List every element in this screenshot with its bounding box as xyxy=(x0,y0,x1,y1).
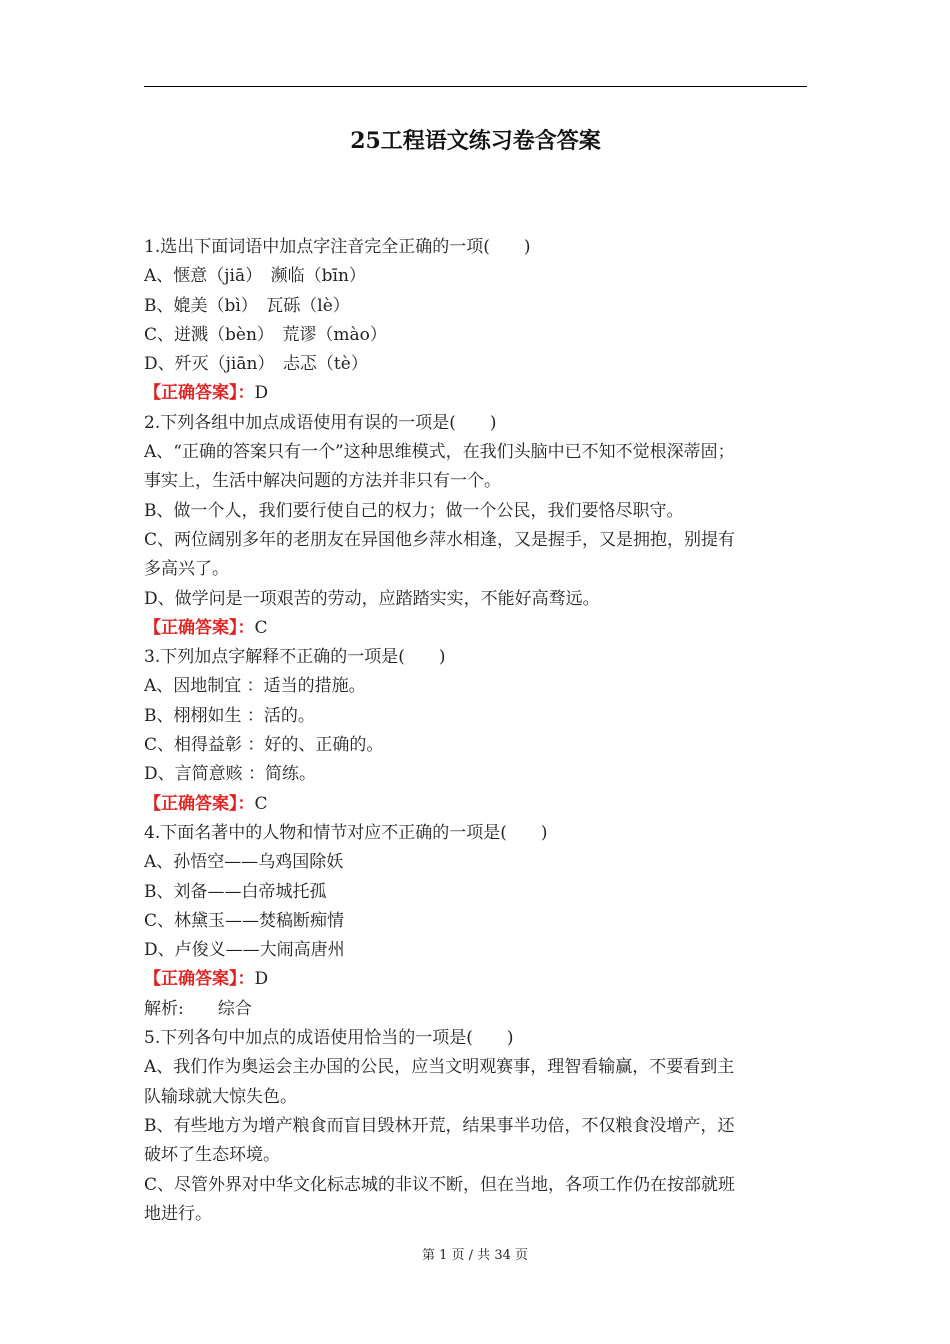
question-stem: 1.选出下面词语中加点字注音完全正确的一项( ) xyxy=(144,237,531,257)
option-line: B、栩栩如生 ：活的。 xyxy=(144,705,315,726)
option-line: B、做一个人，我们要行使自己的权力；做一个公民，我们要恪尽职守。 xyxy=(144,500,684,521)
option-line: C、相得益彰 ：好的、正确的。 xyxy=(144,735,384,756)
exam-content xyxy=(144,233,814,1229)
option-line: A、因地制宜 ：适当的措施。 xyxy=(144,676,366,697)
answer-label: 【正确答案】： xyxy=(144,383,255,404)
page-title: 25工程语文练习卷含答案 xyxy=(350,128,601,154)
option-line: 事实上，生活中解决问题的方法并非只有一个。 xyxy=(144,471,501,492)
option-line: A、我们作为奥运会主办国的公民，应当文明观赛事，理智看输赢，不要看到主 xyxy=(144,1057,735,1078)
answer-label: 【正确答案】： xyxy=(144,793,255,814)
answer-value: C xyxy=(254,617,268,638)
option-line: 队输球就大惊失色。 xyxy=(144,1086,297,1107)
page-footer: 第 1 页 / 共 34 页 xyxy=(422,1248,528,1263)
header-rule xyxy=(144,86,807,87)
answer-line xyxy=(144,965,814,994)
answer-value: D xyxy=(254,383,269,404)
option-line: 多高兴了。 xyxy=(144,559,229,580)
option-line: 破坏了生态环境。 xyxy=(144,1145,280,1166)
answer-line xyxy=(144,790,814,819)
option-line: 地进行。 xyxy=(144,1203,212,1224)
option-line: D、卢俊义——大闹高唐州 xyxy=(144,940,345,961)
option-line: B、刘备——白帝城托孤 xyxy=(144,881,327,902)
answer-label: 【正确答案】： xyxy=(144,969,255,990)
option-line: 解析: 综合 xyxy=(144,998,252,1019)
option-line: C、两位阔别多年的老朋友在异国他乡萍水相逢，又是握手，又是拥抱，别提有 xyxy=(144,529,736,550)
answer-line xyxy=(144,614,814,643)
option-line: B、媲美（bì） 瓦砾（lè） xyxy=(144,295,350,316)
answer-value: D xyxy=(254,969,269,990)
question-stem: 5.下列各句中加点的成语使用恰当的一项是( ) xyxy=(144,1028,514,1049)
option-line: D、做学问是一项艰苦的劳动，应踏踏实实，不能好高骛远。 xyxy=(144,588,600,609)
option-line: C、迸溅（bèn） 荒谬（mào） xyxy=(144,324,387,345)
option-line: A、“正确的答案只有一个”这种思维模式，在我们头脑中已不知不觉根深蒂固； xyxy=(144,442,735,463)
option-line: B、有些地方为增产粮食而盲目毁林开荒，结果事半功倍，不仅粮食没增产，还 xyxy=(144,1115,735,1136)
question-stem: 3.下列加点字解释不正确的一项是( ) xyxy=(144,647,446,668)
option-line: C、尽管外界对中华文化标志城的非议不断，但在当地，各项工作仍在按部就班 xyxy=(144,1174,736,1195)
option-line: D、歼灭（jiān） 忐忑（tè） xyxy=(144,354,368,375)
question-stem: 4.下面名著中的人物和情节对应不正确的一项是( ) xyxy=(144,822,548,843)
option-line: A、孙悟空——乌鸡国除妖 xyxy=(144,852,344,873)
answer-label: 【正确答案】： xyxy=(144,617,255,638)
answer-line xyxy=(144,379,814,408)
option-line: C、林黛玉——焚稿断痴情 xyxy=(144,910,345,931)
option-line: D、言简意赅 ：简练。 xyxy=(144,764,317,785)
question-stem: 2.下列各组中加点成语使用有误的一项是( ) xyxy=(144,412,497,433)
option-line: A、惬意（jiā） 濒临（bīn） xyxy=(144,266,366,287)
answer-value: C xyxy=(254,793,268,814)
